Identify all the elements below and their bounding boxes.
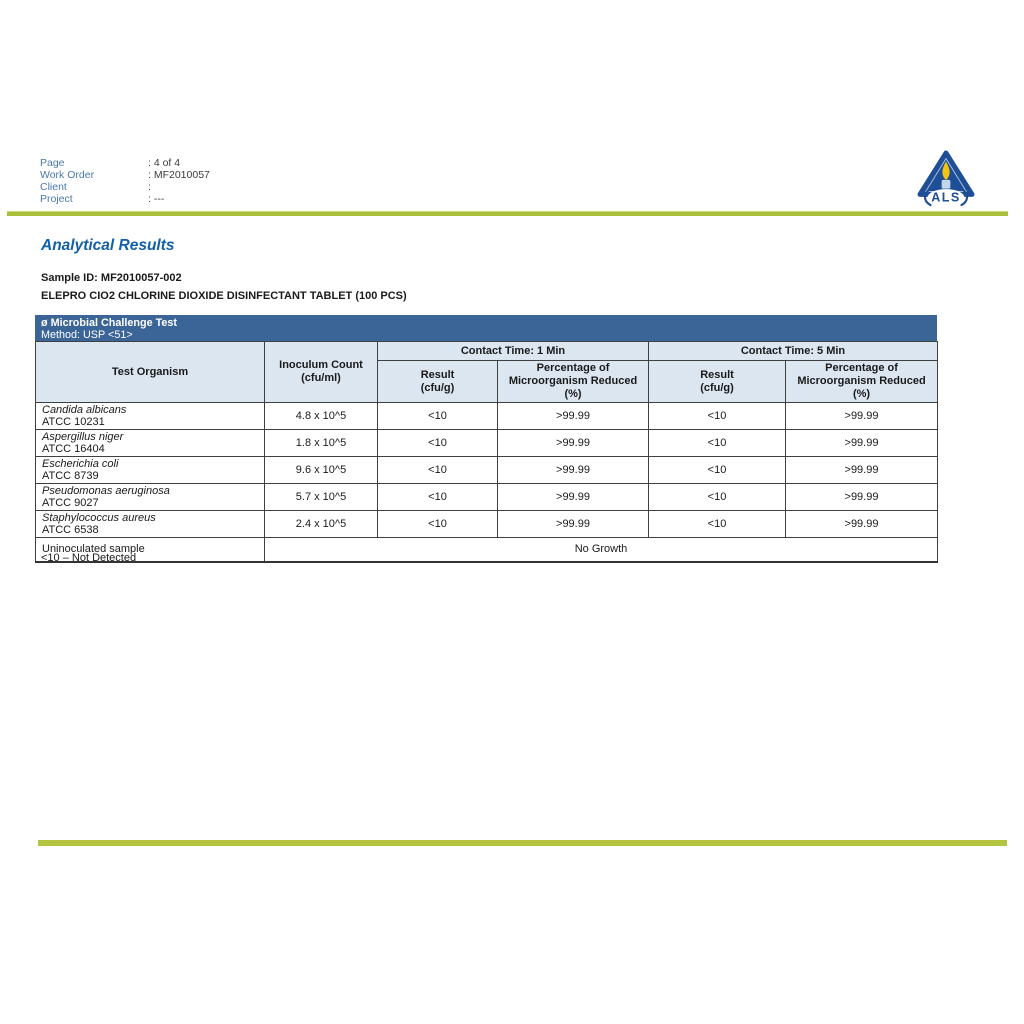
project-value: : --- — [148, 193, 165, 205]
header-divider-rule — [7, 211, 1008, 216]
table-title-band — [35, 315, 937, 341]
inoculum-count-cell: 4.8 x 10^5 — [265, 403, 378, 430]
organism-cell — [36, 403, 265, 430]
uninoculated-body — [36, 538, 938, 562]
col-header-inoculum — [265, 342, 378, 403]
page-value: : 4 of 4 — [148, 157, 181, 169]
results-table — [35, 341, 938, 563]
results-table-head — [36, 342, 938, 403]
header-row-work-order — [40, 169, 210, 181]
pct-header-line1: Percentage of — [536, 362, 610, 374]
organism-cell — [36, 484, 265, 511]
table-row — [36, 511, 938, 538]
pct-5min-cell: >99.99 — [786, 457, 938, 484]
pct-header-line1: Percentage of — [825, 362, 898, 374]
table-title: ø Microbial Challenge Test — [41, 317, 177, 329]
organism-atcc: ATCC 10231 — [42, 416, 105, 428]
inoculum-count-cell: 5.7 x 10^5 — [265, 484, 378, 511]
result-1min-cell: <10 — [378, 403, 498, 430]
result-1min-cell: <10 — [378, 457, 498, 484]
result-header-line1: Result — [420, 368, 455, 381]
result-header-line2: (cfu/g) — [420, 381, 455, 394]
result-1min-cell: <10 — [378, 511, 498, 538]
col-header-contact-5min: Contact Time: 5 Min — [649, 342, 938, 361]
uninoculated-result-cell: No Growth — [265, 538, 938, 562]
table-row — [36, 457, 938, 484]
logo-candle — [942, 180, 951, 189]
result-header-line1: Result — [700, 368, 734, 381]
pct-1min-cell: >99.99 — [498, 430, 649, 457]
als-logo-svg — [917, 149, 975, 207]
organism-name: Aspergillus niger — [42, 431, 124, 443]
client-label: Client — [40, 181, 67, 193]
col-header-contact-1min: Contact Time: 1 Min — [378, 342, 649, 361]
work-order-label: Work Order — [40, 169, 95, 181]
organism-atcc: ATCC 8739 — [42, 470, 99, 482]
col-header-pct-1min — [498, 361, 649, 403]
organism-name: Candida albicans — [42, 404, 127, 416]
organism-name: Pseudomonas aeruginosa — [42, 485, 170, 497]
inoculum-count-cell: 9.6 x 10^5 — [265, 457, 378, 484]
result-5min-cell: <10 — [649, 403, 786, 430]
footer-divider-rule — [38, 840, 1007, 846]
organism-name: Escherichia coli — [42, 458, 119, 470]
sample-id-line: Sample ID: MF2010057-002 — [41, 272, 182, 284]
inoculum-count-cell: 1.8 x 10^5 — [265, 430, 378, 457]
pct-1min-cell: >99.99 — [498, 403, 649, 430]
organism-cell — [36, 457, 265, 484]
result-5min-cell: <10 — [649, 511, 786, 538]
sample-product-line: ELEPRO CIO2 CHLORINE DIOXIDE DISINFECTANT TABLET (100 PCS) — [41, 290, 407, 302]
organism-rows — [36, 403, 938, 538]
header-row-contact — [36, 342, 938, 361]
result-1min-cell: <10 — [378, 430, 498, 457]
col-header-test-organism: Test Organism — [36, 342, 265, 403]
uninoculated-row — [36, 538, 938, 562]
table-row — [36, 403, 938, 430]
result-header-line2: (cfu/g) — [700, 381, 734, 394]
organism-cell — [36, 430, 265, 457]
table-row — [36, 484, 938, 511]
pct-5min-cell: >99.99 — [786, 484, 938, 511]
organism-atcc: ATCC 6538 — [42, 524, 99, 536]
pct-1min-cell: >99.99 — [498, 484, 649, 511]
result-5min-cell: <10 — [649, 484, 786, 511]
result-5min-cell: <10 — [649, 430, 786, 457]
pct-5min-cell: >99.99 — [786, 430, 938, 457]
pct-5min-cell: >99.99 — [786, 403, 938, 430]
inoculum-header-line2: (cfu/ml) — [301, 372, 341, 384]
inoculum-count-cell: 2.4 x 10^5 — [265, 511, 378, 538]
col-header-pct-5min — [786, 361, 938, 403]
result-5min-cell: <10 — [649, 457, 786, 484]
pct-1min-cell: >99.99 — [498, 511, 649, 538]
work-order-value: : MF2010057 — [148, 169, 210, 181]
inoculum-header-line1: Inoculum Count — [279, 359, 363, 371]
organism-atcc: ATCC 9027 — [42, 497, 99, 509]
als-logo-icon — [917, 149, 975, 207]
header-row-page — [40, 157, 210, 169]
page-title: Analytical Results — [41, 237, 175, 254]
result-1min-cell: <10 — [378, 484, 498, 511]
pct-5min-cell: >99.99 — [786, 511, 938, 538]
pct-header-line2: Microorganism Reduced (%) — [797, 375, 926, 400]
client-value: : — [148, 181, 151, 193]
footnote: <10 – Not Detected — [41, 552, 137, 564]
col-header-result-1min — [378, 361, 498, 403]
organism-cell — [36, 511, 265, 538]
uninoculated-label-cell: Uninoculated sample — [36, 538, 265, 562]
organism-atcc: ATCC 16404 — [42, 443, 105, 455]
page-label: Page — [40, 157, 65, 169]
logo-text: ALS — [931, 190, 961, 205]
pct-1min-cell: >99.99 — [498, 457, 649, 484]
table-row — [36, 430, 938, 457]
project-label: Project — [40, 193, 73, 205]
table-method: Method: USP <51> — [41, 329, 133, 341]
header-row-client — [40, 181, 210, 193]
pct-header-line2: Microorganism Reduced (%) — [508, 375, 638, 400]
page-header-block — [40, 157, 210, 205]
header-row-project — [40, 193, 210, 205]
col-header-result-5min — [649, 361, 786, 403]
organism-name: Staphylococcus aureus — [42, 512, 156, 524]
